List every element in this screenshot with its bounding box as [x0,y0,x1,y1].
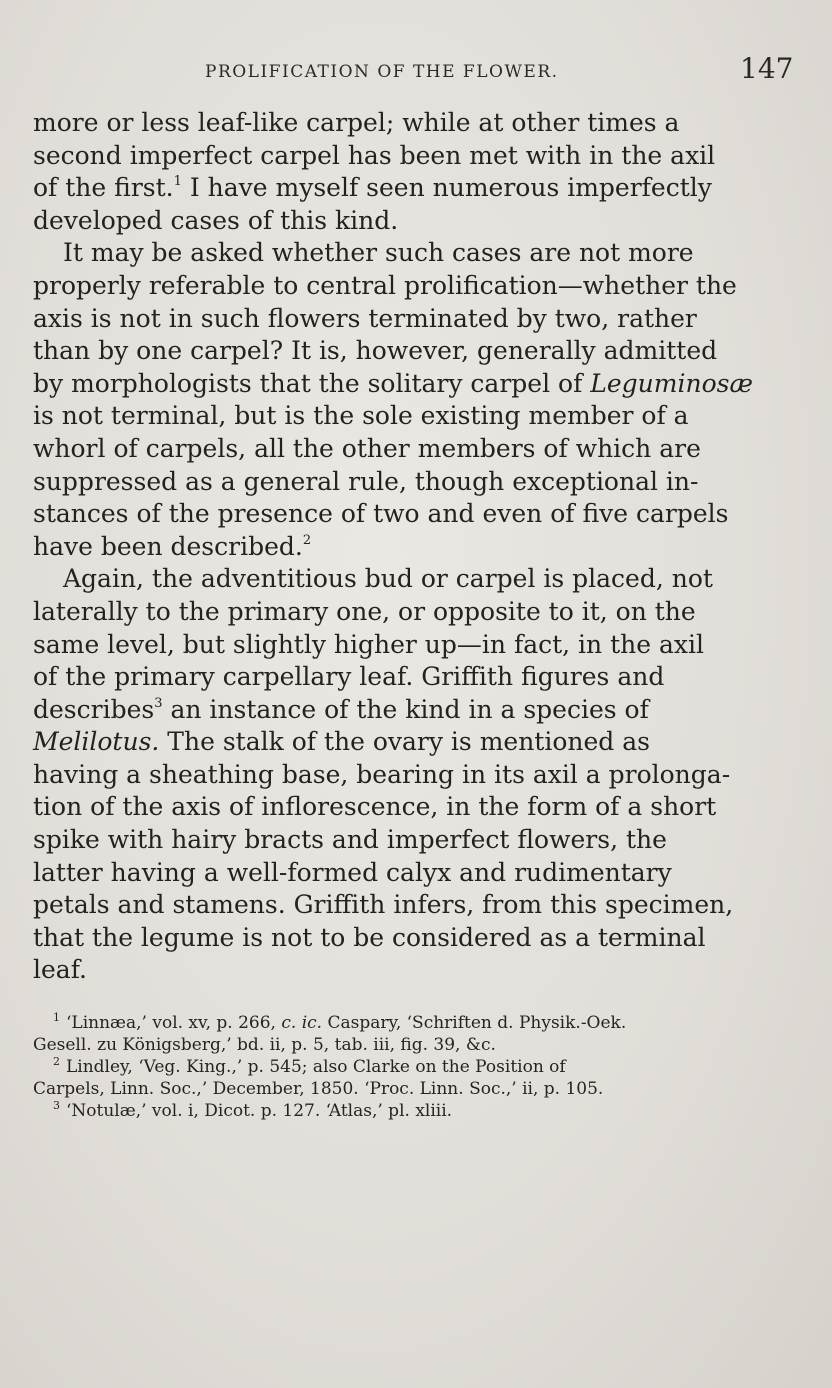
running-head: PROLIFICATION OF THE FLOWER. [205,62,559,82]
italic-term: c. ic. [281,1013,323,1033]
text-line: tion of the axis of inflorescence, in the form of a short [33,792,717,822]
italic-term: Melilotus. [33,727,160,757]
text-line: petals and stamens. Griffith infers, from this specimen, [33,890,734,920]
footnote-reference: 3 [154,695,163,711]
text-span: Caspary, ‘Schriften d. Physik.-Oek. [322,1013,627,1033]
text-line [33,726,797,759]
footnote-1 [33,1012,803,1056]
footnote-line: Gesell. zu Königsberg,’ bd. ii, p. 5, tab. iii, fig. 39, &c. [33,1035,496,1055]
text-span: describes [33,694,155,724]
text-line: having a sheathing base, bearing in its axil a prolonga- [33,759,731,789]
text-line: more or less leaf-like carpel; while at other times a [33,108,680,137]
footnotes [33,1012,803,1122]
paragraph-2 [33,237,797,563]
text-span: Lindley, ‘Veg. King.,’ p. 545; also Clarke on the Position of [66,1057,566,1077]
footnote-line [33,1056,803,1078]
paragraph-3 [33,563,797,987]
footnote-3 [33,1100,803,1122]
text-line: than by one carpel? It is, however, generally admitted [33,336,718,366]
footnote-reference: 1 [173,174,182,190]
footnote-line [33,1100,803,1122]
footnote-line [33,1012,803,1034]
page-header [0,50,832,90]
text-line: of the primary carpellary leaf. Griffith figures and [33,662,665,692]
text-line: suppressed as a general rule, though exceptional in- [33,466,699,496]
footnote-marker: 3 [53,1099,60,1112]
text-line: that the legume is not to be considered as a terminal [33,922,706,952]
text-line: spike with hairy bracts and imperfect flowers, the [33,825,667,855]
text-line: stances of the presence of two and even of five carpels [33,499,729,529]
text-line: developed cases of this kind. [33,205,399,235]
footnote-reference: 2 [302,532,312,548]
text-line [33,694,797,727]
main-text [33,107,797,987]
italic-term: Leguminosæ [590,368,753,398]
footnote-marker: 1 [53,1011,60,1024]
text-line [33,172,797,205]
text-span: of the first. [33,173,174,203]
text-span: I have myself seen numerous imperfectly [181,173,712,203]
page-number: 147 [740,52,794,85]
footnote-line: Carpels, Linn. Soc.,’ December, 1850. ‘Proc. Linn. Soc.,’ ii, p. 105. [33,1079,604,1099]
text-line: laterally to the primary one, or opposite to it, on the [33,596,696,626]
text-line: latter having a well-formed calyx and rudimentary [33,857,672,887]
text-line: leaf. [33,955,88,985]
text-line: second imperfect carpel has been met with in the axil [33,140,716,170]
text-line: It may be asked whether such cases are not more [63,238,694,268]
footnote-marker: 2 [53,1055,60,1068]
text-span: have been described. [33,531,303,561]
text-line [33,368,797,401]
text-span: The stalk of the ovary is mentioned as [159,727,650,757]
text-span: ‘Notulæ,’ vol. i, Dicot. p. 127. ‘Atlas,’ pl. xliii. [66,1101,453,1121]
text-line: axis is not in such flowers terminated by two, rather [33,303,697,333]
text-line: Again, the adventitious bud or carpel is placed, not [63,564,713,594]
text-line: properly referable to central prolification—whether the [33,270,737,300]
paragraph-1 [33,107,797,237]
text-line: whorl of carpels, all the other members of which are [33,433,701,463]
footnote-2 [33,1056,803,1100]
text-line [33,531,797,564]
text-line: same level, but slightly higher up—in fact, in the axil [33,629,704,659]
text-span: by morphologists that the solitary carpel of [33,368,591,398]
text-line: is not terminal, but is the sole existing member of a [33,401,689,431]
text-span: ‘Linnæa,’ vol. xv, p. 266, [66,1013,282,1033]
text-span: an instance of the kind in a species of [162,694,649,724]
